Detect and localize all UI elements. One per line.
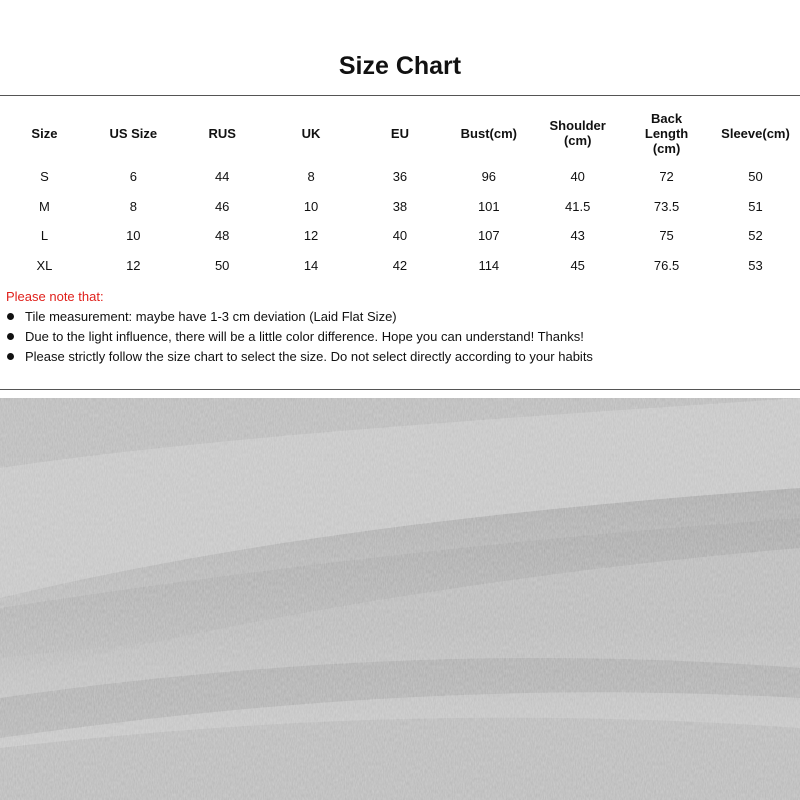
table-body: [0, 162, 800, 280]
table-cell: S: [40, 169, 49, 185]
column-header: [711, 104, 800, 162]
bullet-icon: [7, 333, 14, 340]
column-header: [444, 104, 533, 162]
bottom-divider: [0, 389, 800, 390]
table-cell: 51: [748, 198, 763, 214]
table-cell: 114: [478, 257, 500, 273]
fabric-texture-image: [0, 398, 800, 800]
column-header-text: Back: [651, 110, 683, 126]
table-row: [0, 251, 800, 281]
column-header-text: Sleeve(cm): [721, 125, 790, 141]
table-cell: 38: [392, 198, 408, 214]
table-cell: 42: [392, 257, 408, 273]
note-item: [6, 307, 796, 327]
notes-heading: Please note that:: [6, 289, 104, 304]
table-cell: 10: [126, 228, 141, 244]
table-cell: 43: [570, 228, 585, 244]
table-cell: 75: [659, 228, 674, 244]
top-divider: [0, 95, 800, 96]
column-header-text: Length: [644, 125, 689, 141]
table-cell: 41.5: [565, 198, 591, 214]
table-cell: 12: [126, 257, 141, 273]
bullet-icon: [7, 353, 14, 360]
note-text: Tile measurement: maybe have 1-3 cm deviation (Laid Flat Size): [25, 309, 397, 324]
table-cell: M: [39, 198, 50, 214]
table-row: [0, 162, 800, 192]
column-header-text: (cm): [563, 133, 592, 148]
table-cell: 6: [129, 169, 137, 185]
bullet-icon: [7, 313, 14, 320]
table-cell: XL: [36, 257, 53, 273]
column-header-text: EU: [390, 125, 409, 141]
table-cell: 107: [477, 228, 500, 244]
column-header: [178, 104, 267, 162]
column-header: [89, 104, 178, 162]
table-cell: 72: [659, 169, 674, 185]
column-header-text: Shoulder: [549, 118, 606, 133]
table-cell: 8: [307, 169, 315, 185]
table-cell: 10: [303, 198, 319, 214]
column-header-text: UK: [301, 125, 321, 141]
table-cell: 101: [477, 198, 500, 214]
table-cell: 45: [570, 257, 585, 273]
notes-list: [6, 307, 796, 367]
column-header-text: Bust(cm): [460, 125, 517, 141]
column-header-text: (cm): [652, 140, 681, 156]
table-header-row: [0, 104, 800, 162]
table-cell: 36: [392, 169, 408, 185]
table-row: [0, 192, 800, 222]
table-cell: 46: [214, 198, 230, 214]
table-cell: 52: [748, 228, 763, 244]
fabric-texture-photo: [0, 398, 800, 800]
table-cell: 53: [748, 257, 763, 273]
table-cell: 40: [570, 169, 585, 185]
column-header: [0, 104, 89, 162]
column-header-text: RUS: [208, 125, 236, 141]
table-cell: 12: [303, 228, 319, 244]
column-header: [356, 104, 445, 162]
table-cell: 8: [129, 198, 137, 214]
table-cell: 44: [214, 169, 230, 185]
table-cell: 76.5: [653, 257, 680, 273]
table-row: [0, 221, 800, 251]
column-header: [267, 104, 356, 162]
note-text: Please strictly follow the size chart to select the size. Do not select directly according to your habits: [25, 349, 593, 364]
column-header-text: US Size: [109, 125, 158, 141]
page-title: Size Chart: [338, 52, 462, 80]
table-cell: 48: [214, 228, 230, 244]
note-item: [6, 327, 796, 347]
table-cell: 14: [303, 257, 319, 273]
table-cell: L: [40, 228, 49, 244]
table-cell: 73.5: [653, 198, 680, 214]
note-item: [6, 347, 796, 367]
column-header: [533, 104, 622, 162]
column-header-text: Size: [31, 125, 58, 141]
notes-section: [6, 288, 796, 367]
column-header: [622, 104, 711, 162]
size-table: [0, 104, 800, 280]
table-cell: 50: [214, 257, 230, 273]
table-cell: 50: [748, 169, 763, 185]
table-cell: 96: [481, 169, 497, 185]
table-cell: 40: [392, 228, 408, 244]
note-text: Due to the light influence, there will be a little color difference. Hope you can understand! Thanks!: [25, 329, 584, 344]
